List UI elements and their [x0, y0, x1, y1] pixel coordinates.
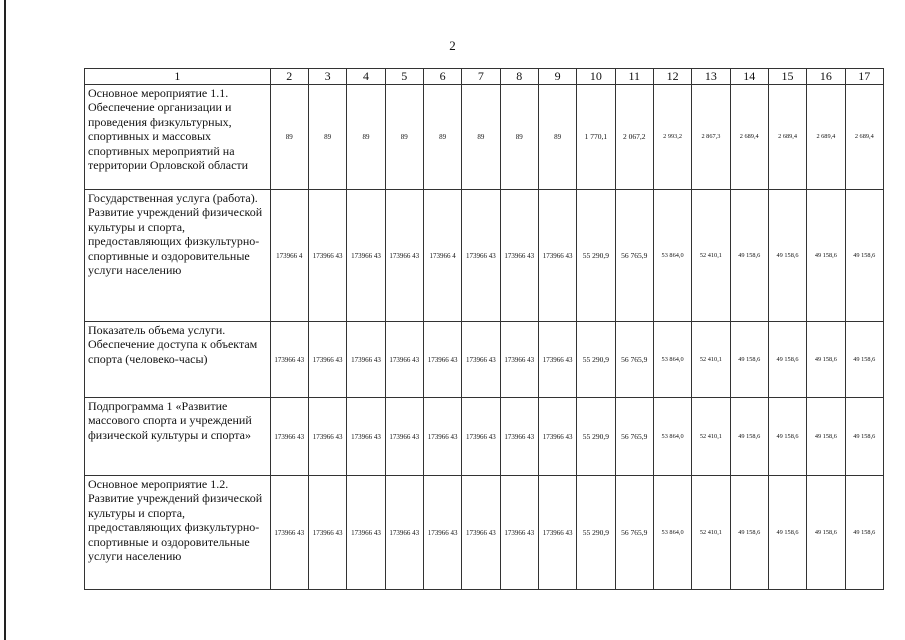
value-cell: 173966 43: [462, 322, 500, 398]
value-cell: 173966 43: [538, 476, 576, 590]
value-cell: 2 867,3: [692, 85, 730, 190]
table-row: [85, 190, 884, 322]
column-number-header: 11: [615, 69, 653, 85]
value-cell: 173966 4: [423, 190, 461, 322]
value-cell: 49 158,6: [730, 476, 768, 590]
value-cell: 49 158,6: [845, 190, 883, 322]
value-cell: 49 158,6: [730, 398, 768, 476]
value-cell: 2 067,2: [615, 85, 653, 190]
value-cell: 49 158,6: [730, 190, 768, 322]
value-cell: 173966 43: [462, 476, 500, 590]
value-cell: 49 158,6: [768, 190, 806, 322]
value-cell: 1 770,1: [577, 85, 615, 190]
value-cell: 49 158,6: [768, 322, 806, 398]
value-cell: 89: [308, 85, 346, 190]
value-cell: 173966 43: [385, 322, 423, 398]
column-number-header: 12: [653, 69, 691, 85]
column-number-header: 10: [577, 69, 615, 85]
value-cell: 56 765,9: [615, 398, 653, 476]
value-cell: 52 410,1: [692, 322, 730, 398]
column-number-header: 17: [845, 69, 883, 85]
value-cell: 173966 43: [270, 398, 308, 476]
program-table: [84, 68, 884, 590]
value-cell: 89: [500, 85, 538, 190]
value-cell: 173966 43: [385, 398, 423, 476]
value-cell: 173966 43: [538, 190, 576, 322]
value-cell: 49 158,6: [807, 398, 845, 476]
value-cell: 173966 4: [270, 190, 308, 322]
value-cell: 173966 43: [423, 476, 461, 590]
value-cell: 2 689,4: [730, 85, 768, 190]
column-number-header: 16: [807, 69, 845, 85]
value-cell: 89: [385, 85, 423, 190]
value-cell: 173966 43: [347, 190, 385, 322]
value-cell: 2 689,4: [845, 85, 883, 190]
value-cell: 173966 43: [308, 398, 346, 476]
column-number-header: 2: [270, 69, 308, 85]
value-cell: 2 993,2: [653, 85, 691, 190]
value-cell: 173966 43: [270, 476, 308, 590]
value-cell: 53 864,0: [653, 322, 691, 398]
value-cell: 55 290,9: [577, 322, 615, 398]
value-cell: 173966 43: [347, 322, 385, 398]
value-cell: 173966 43: [500, 322, 538, 398]
row-name-cell: Показатель объема услуги. Обеспечение доступа к объектам спорта (человеко-часы): [85, 322, 271, 398]
column-number-header: 9: [538, 69, 576, 85]
column-number-header: 13: [692, 69, 730, 85]
value-cell: 49 158,6: [768, 476, 806, 590]
value-cell: 173966 43: [347, 398, 385, 476]
column-number-header: 3: [308, 69, 346, 85]
row-name-cell: Государственная услуга (работа). Развитие учреждений физической культуры и спорта, предоставляющих физкультурно-спортивные и оздоровительные услуги населению: [85, 190, 271, 322]
value-cell: 173966 43: [270, 322, 308, 398]
column-number-header: 14: [730, 69, 768, 85]
value-cell: 89: [270, 85, 308, 190]
column-number-header: 15: [768, 69, 806, 85]
value-cell: 173966 43: [500, 398, 538, 476]
value-cell: 49 158,6: [807, 190, 845, 322]
column-number-header: 4: [347, 69, 385, 85]
value-cell: 49 158,6: [730, 322, 768, 398]
value-cell: 56 765,9: [615, 476, 653, 590]
value-cell: 173966 43: [500, 476, 538, 590]
page-edge-line: [4, 0, 6, 640]
value-cell: 49 158,6: [768, 398, 806, 476]
row-name-cell: Подпрограмма 1 «Развитие массового спорта и учреждений физической культуры и спорта»: [85, 398, 271, 476]
value-cell: 52 410,1: [692, 398, 730, 476]
value-cell: 173966 43: [308, 476, 346, 590]
value-cell: 49 158,6: [807, 322, 845, 398]
value-cell: 173966 43: [462, 190, 500, 322]
column-number-header: 5: [385, 69, 423, 85]
value-cell: 55 290,9: [577, 476, 615, 590]
value-cell: 56 765,9: [615, 190, 653, 322]
table-body: [85, 69, 884, 590]
value-cell: 89: [423, 85, 461, 190]
table-row: [85, 322, 884, 398]
value-cell: 173966 43: [385, 190, 423, 322]
value-cell: 49 158,6: [845, 476, 883, 590]
page-number: 2: [449, 38, 456, 53]
value-cell: 2 689,4: [807, 85, 845, 190]
column-number-row: [85, 69, 884, 85]
row-name-cell: Основное мероприятие 1.2. Развитие учреждений физической культуры и спорта, предоставляющих физкультурно-спортивные и оздоровительные услуги населению: [85, 476, 271, 590]
value-cell: 173966 43: [462, 398, 500, 476]
value-cell: 53 864,0: [653, 398, 691, 476]
column-number-header: 8: [500, 69, 538, 85]
value-cell: 53 864,0: [653, 476, 691, 590]
column-number-header: 7: [462, 69, 500, 85]
value-cell: 173966 43: [308, 190, 346, 322]
value-cell: 173966 43: [308, 322, 346, 398]
value-cell: 55 290,9: [577, 398, 615, 476]
value-cell: 173966 43: [385, 476, 423, 590]
value-cell: 53 864,0: [653, 190, 691, 322]
value-cell: 173966 43: [423, 322, 461, 398]
value-cell: 56 765,9: [615, 322, 653, 398]
row-name-cell: Основное мероприятие 1.1. Обеспечение организации и проведения физкультурных, спортивных и массовых спортивных мероприятий на территории Орловской области: [85, 85, 271, 190]
value-cell: 173966 43: [538, 322, 576, 398]
value-cell: 173966 43: [538, 398, 576, 476]
value-cell: 2 689,4: [768, 85, 806, 190]
column-number-header: 1: [85, 69, 271, 85]
value-cell: 89: [347, 85, 385, 190]
value-cell: 49 158,6: [845, 398, 883, 476]
value-cell: 173966 43: [423, 398, 461, 476]
value-cell: 55 290,9: [577, 190, 615, 322]
value-cell: 49 158,6: [845, 322, 883, 398]
value-cell: 89: [462, 85, 500, 190]
value-cell: 173966 43: [500, 190, 538, 322]
value-cell: 52 410,1: [692, 476, 730, 590]
column-number-header: 6: [423, 69, 461, 85]
table-row: [85, 398, 884, 476]
value-cell: 89: [538, 85, 576, 190]
table-row: [85, 476, 884, 590]
value-cell: 52 410,1: [692, 190, 730, 322]
value-cell: 49 158,6: [807, 476, 845, 590]
value-cell: 173966 43: [347, 476, 385, 590]
table-row: [85, 85, 884, 190]
